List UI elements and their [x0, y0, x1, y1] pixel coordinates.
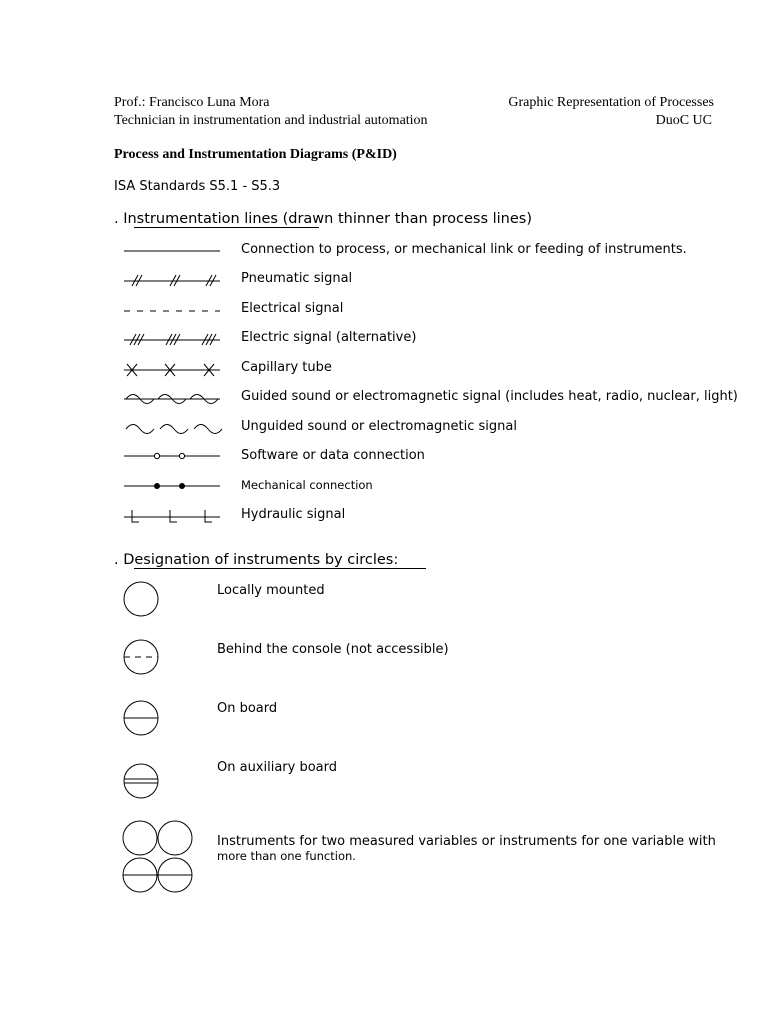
solid-line-icon [122, 240, 224, 260]
guided-signal-icon [122, 388, 224, 408]
circle-label-multi-line1: Instruments for two measured variables or instruments for one variable with [217, 834, 716, 849]
circle-label-on-board: On board [217, 701, 278, 716]
circle-label-auxiliary-board: On auxiliary board [217, 760, 338, 775]
line-label-pneumatic: Pneumatic signal [241, 271, 353, 286]
line-label-process-connection: Connection to process, or mechanical link or feeding of instruments. [241, 242, 687, 257]
circle-behind-console-icon [120, 636, 162, 678]
capillary-tube-icon [122, 359, 224, 379]
line-label-electric-alternative: Electric signal (alternative) [241, 330, 417, 345]
line-label-guided: Guided sound or electromagnetic signal (includes heat, radio, nuclear, light) [241, 389, 738, 404]
electric-alternative-icon [122, 329, 224, 349]
line-label-hydraulic: Hydraulic signal [241, 507, 346, 522]
section-heading-lines: . Instrumentation lines (drawn thinner than process lines) [114, 211, 533, 227]
hydraulic-signal-icon [122, 506, 224, 526]
header-professor: Prof.: Francisco Luna Mora [114, 95, 270, 110]
line-label-mechanical: Mechanical connection [241, 478, 373, 492]
standards-label: ISA Standards S5.1 - S5.3 [114, 179, 281, 194]
circle-on-board-icon [120, 697, 162, 739]
page-title: Process and Instrumentation Diagrams (P&ID) [114, 147, 397, 162]
circle-label-multi-line2: more than one function. [217, 849, 356, 863]
double-circles-icon [120, 818, 198, 896]
line-label-software: Software or data connection [241, 448, 425, 463]
circle-locally-mounted-icon [120, 578, 162, 620]
line-label-unguided: Unguided sound or electromagnetic signal [241, 419, 517, 434]
header-program: Technician in instrumentation and industrial automation [114, 113, 428, 128]
mechanical-connection-icon [122, 477, 224, 497]
electrical-signal-icon [122, 300, 224, 320]
software-connection-icon [122, 447, 224, 467]
circle-auxiliary-board-icon [120, 760, 162, 802]
header-institution: DuoC UC [655, 113, 712, 128]
heading-underline [134, 568, 426, 569]
circle-label-local: Locally mounted [217, 583, 325, 598]
line-label-capillary: Capillary tube [241, 360, 332, 375]
header-course: Graphic Representation of Processes [508, 95, 714, 110]
line-label-electrical: Electrical signal [241, 301, 344, 316]
unguided-signal-icon [122, 418, 224, 438]
section-heading-circles: . Designation of instruments by circles: [114, 552, 399, 568]
heading-underline [134, 227, 319, 228]
pneumatic-signal-icon [122, 270, 224, 290]
circle-label-behind-console: Behind the console (not accessible) [217, 642, 449, 657]
